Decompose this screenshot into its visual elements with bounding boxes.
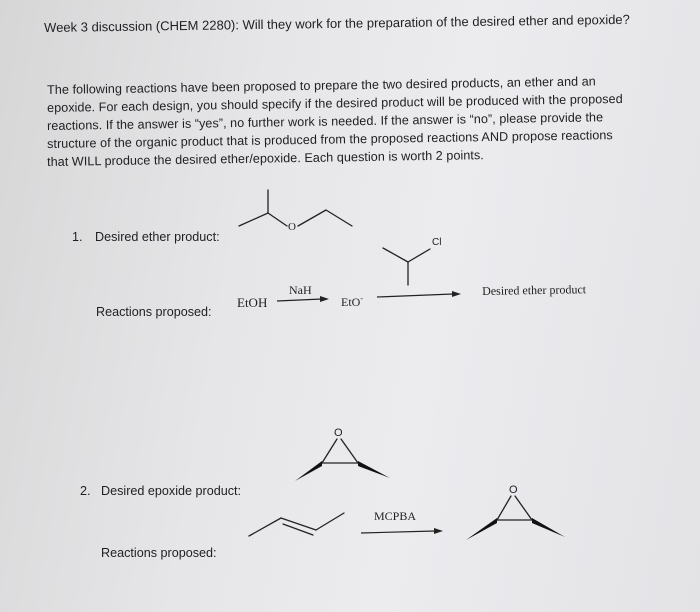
document-title: Week 3 discussion (CHEM 2280): Will they work for the preparation of the desired ether and epoxide?: [44, 11, 630, 35]
ethoxide-charge: -: [360, 294, 364, 303]
epoxide-product-oxygen: O: [509, 484, 518, 496]
epoxide-target-oxygen: O: [334, 427, 343, 439]
intro-line-5: that WILL produce the desired ether/epoxide. Each question is worth 2 points.: [47, 148, 484, 169]
question-2-reactions-label: Reactions proposed:: [101, 546, 217, 560]
reagent-ethanol: EtOH: [237, 295, 268, 310]
question-1-number: 1.: [72, 230, 83, 244]
question-1-label: Desired ether product:: [95, 230, 220, 244]
intro-line-2: epoxide. For each design, you should specify if the desired product will be produced with the proposed: [47, 91, 623, 115]
chlorine-label: Cl: [432, 237, 442, 248]
intro-line-4: structure of the organic product that is produced from the proposed reactions AND propose reactions: [47, 128, 613, 151]
question-2-label: Desired epoxide product:: [101, 484, 242, 498]
desired-ether-product-text: Desired ether product: [482, 282, 587, 298]
question-1-reactions-label: Reactions proposed:: [96, 305, 212, 319]
ether-oxygen-label: O: [288, 221, 296, 233]
ethoxide-label: EtO: [341, 295, 361, 309]
arrow-reagent-mcpba: MCPBA: [374, 509, 417, 523]
question-2-number: 2.: [80, 484, 91, 498]
intro-line-3: reactions. If the answer is “yes”, no further work is needed. If the answer is “no”, please provide the: [47, 110, 604, 133]
arrow-1-reagent-nah: NaH: [289, 283, 312, 297]
intro-line-1: The following reactions have been proposed to prepare the two desired products, an ether and an: [47, 74, 596, 97]
